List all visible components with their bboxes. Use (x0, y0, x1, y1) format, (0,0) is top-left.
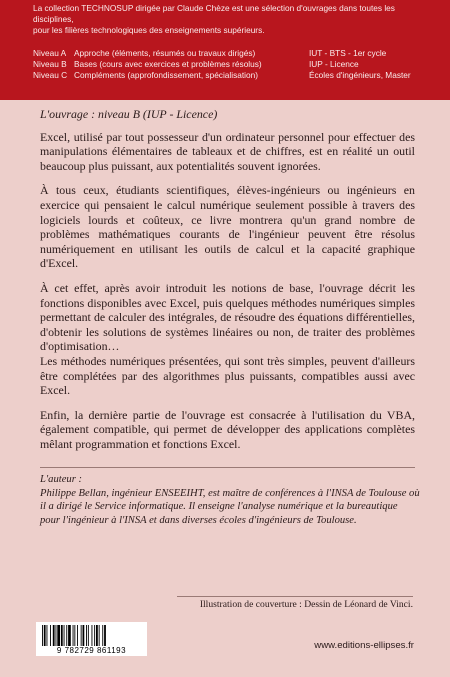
book-description (40, 107, 415, 461)
level-list (33, 48, 445, 81)
description-paragraph: Les méthodes numériques présentées, qui sont très simples, peuvent d'ailleurs être complétées par des algorithmes plus puissants, compatibles aussi avec Excel. (40, 353, 415, 398)
level-description: Approche (éléments, résumés ou travaux dirigés) (74, 48, 256, 58)
collection-intro-line: La collection TECHNOSUP dirigée par Claude Chèze est une sélection d'ouvrages dans toutes les disciplines, (33, 3, 395, 24)
description-paragraph: Excel, utilisé par tout possesseur d'un ordinateur personnel pour effectuer des manipulations élémentaires de tableaux et de chiffres, est en réalité un outil beaucoup plus puissant, aux potentialités souvent ignorées. (40, 129, 415, 173)
publisher-website: www.editions-ellipses.fr (314, 640, 414, 651)
collection-header-band (0, 0, 450, 100)
level-target: Écoles d'ingénieurs, Master (309, 70, 411, 80)
barcode-number: 9 782729 861193 (56, 646, 127, 655)
level-row-c (33, 70, 445, 81)
level-row-b (33, 59, 445, 70)
description-paragraph: Enfin, la dernière partie de l'ouvrage est consacrée à l'utilisation du VBA, également compatible, qui permet de développer des applications complètes mêlant programmation et fonctions Excel. (40, 407, 415, 451)
level-subtitle: L'ouvrage : niveau B (IUP - Licence) (40, 107, 218, 121)
level-name: Niveau C (33, 70, 68, 80)
level-description: Compléments (approfondissement, spécialisation) (74, 70, 259, 80)
collection-intro-line: pour les filières technologiques des enseignements supérieurs. (33, 25, 265, 35)
level-row-a (33, 48, 445, 59)
barcode-bars (42, 625, 141, 646)
description-paragraph: À tous ceux, étudiants scientifiques, élèves-ingénieurs ou ingénieurs en exercice qui pensaient le calcul numérique seulement possible à travers des logiciels lourds et coûteux, ce livre montrera qu'un grand nombre de problèmes mathématiques courants de l'ingénieur peuvent être résolus numériquement en utilisant les outils de calcul et la capacité graphique d'Excel. (40, 183, 415, 271)
level-name: Niveau A (33, 48, 67, 58)
level-target: IUT - BTS - 1er cycle (309, 48, 387, 58)
level-name: Niveau B (33, 59, 67, 69)
level-target: IUP - Licence (309, 59, 359, 69)
author-bio: Philippe Bellan, ingénieur ENSEEIHT, est maître de conférences à l'INSA de Toulouse où il a dirigé le Service informatique. Il enseigne l'analyse numérique et la bureautique pour l'ingénieur à l'INSA et dans diverses écoles d'ingénieurs de Toulouse. (40, 487, 420, 526)
illustration-credit: Illustration de couverture : Dessin de Léonard de Vinci. (177, 596, 413, 610)
barcode (36, 622, 147, 656)
level-description: Bases (cours avec exercices et problèmes résolus) (74, 59, 262, 69)
author-label: L'auteur : (40, 474, 82, 485)
author-separator (40, 467, 415, 468)
description-paragraph: À cet effet, après avoir introduit les notions de base, l'ouvrage décrit les fonctions disponibles avec Excel, puis quelques méthodes numériques simples permettant de calculer des intégrales, de résoudre des équations différentielles, d'obtenir les solutions de systèmes linéaires ou non, de traiter des problèmes d'optimisation… (40, 280, 415, 354)
author-section (40, 473, 420, 527)
collection-intro (33, 3, 433, 36)
